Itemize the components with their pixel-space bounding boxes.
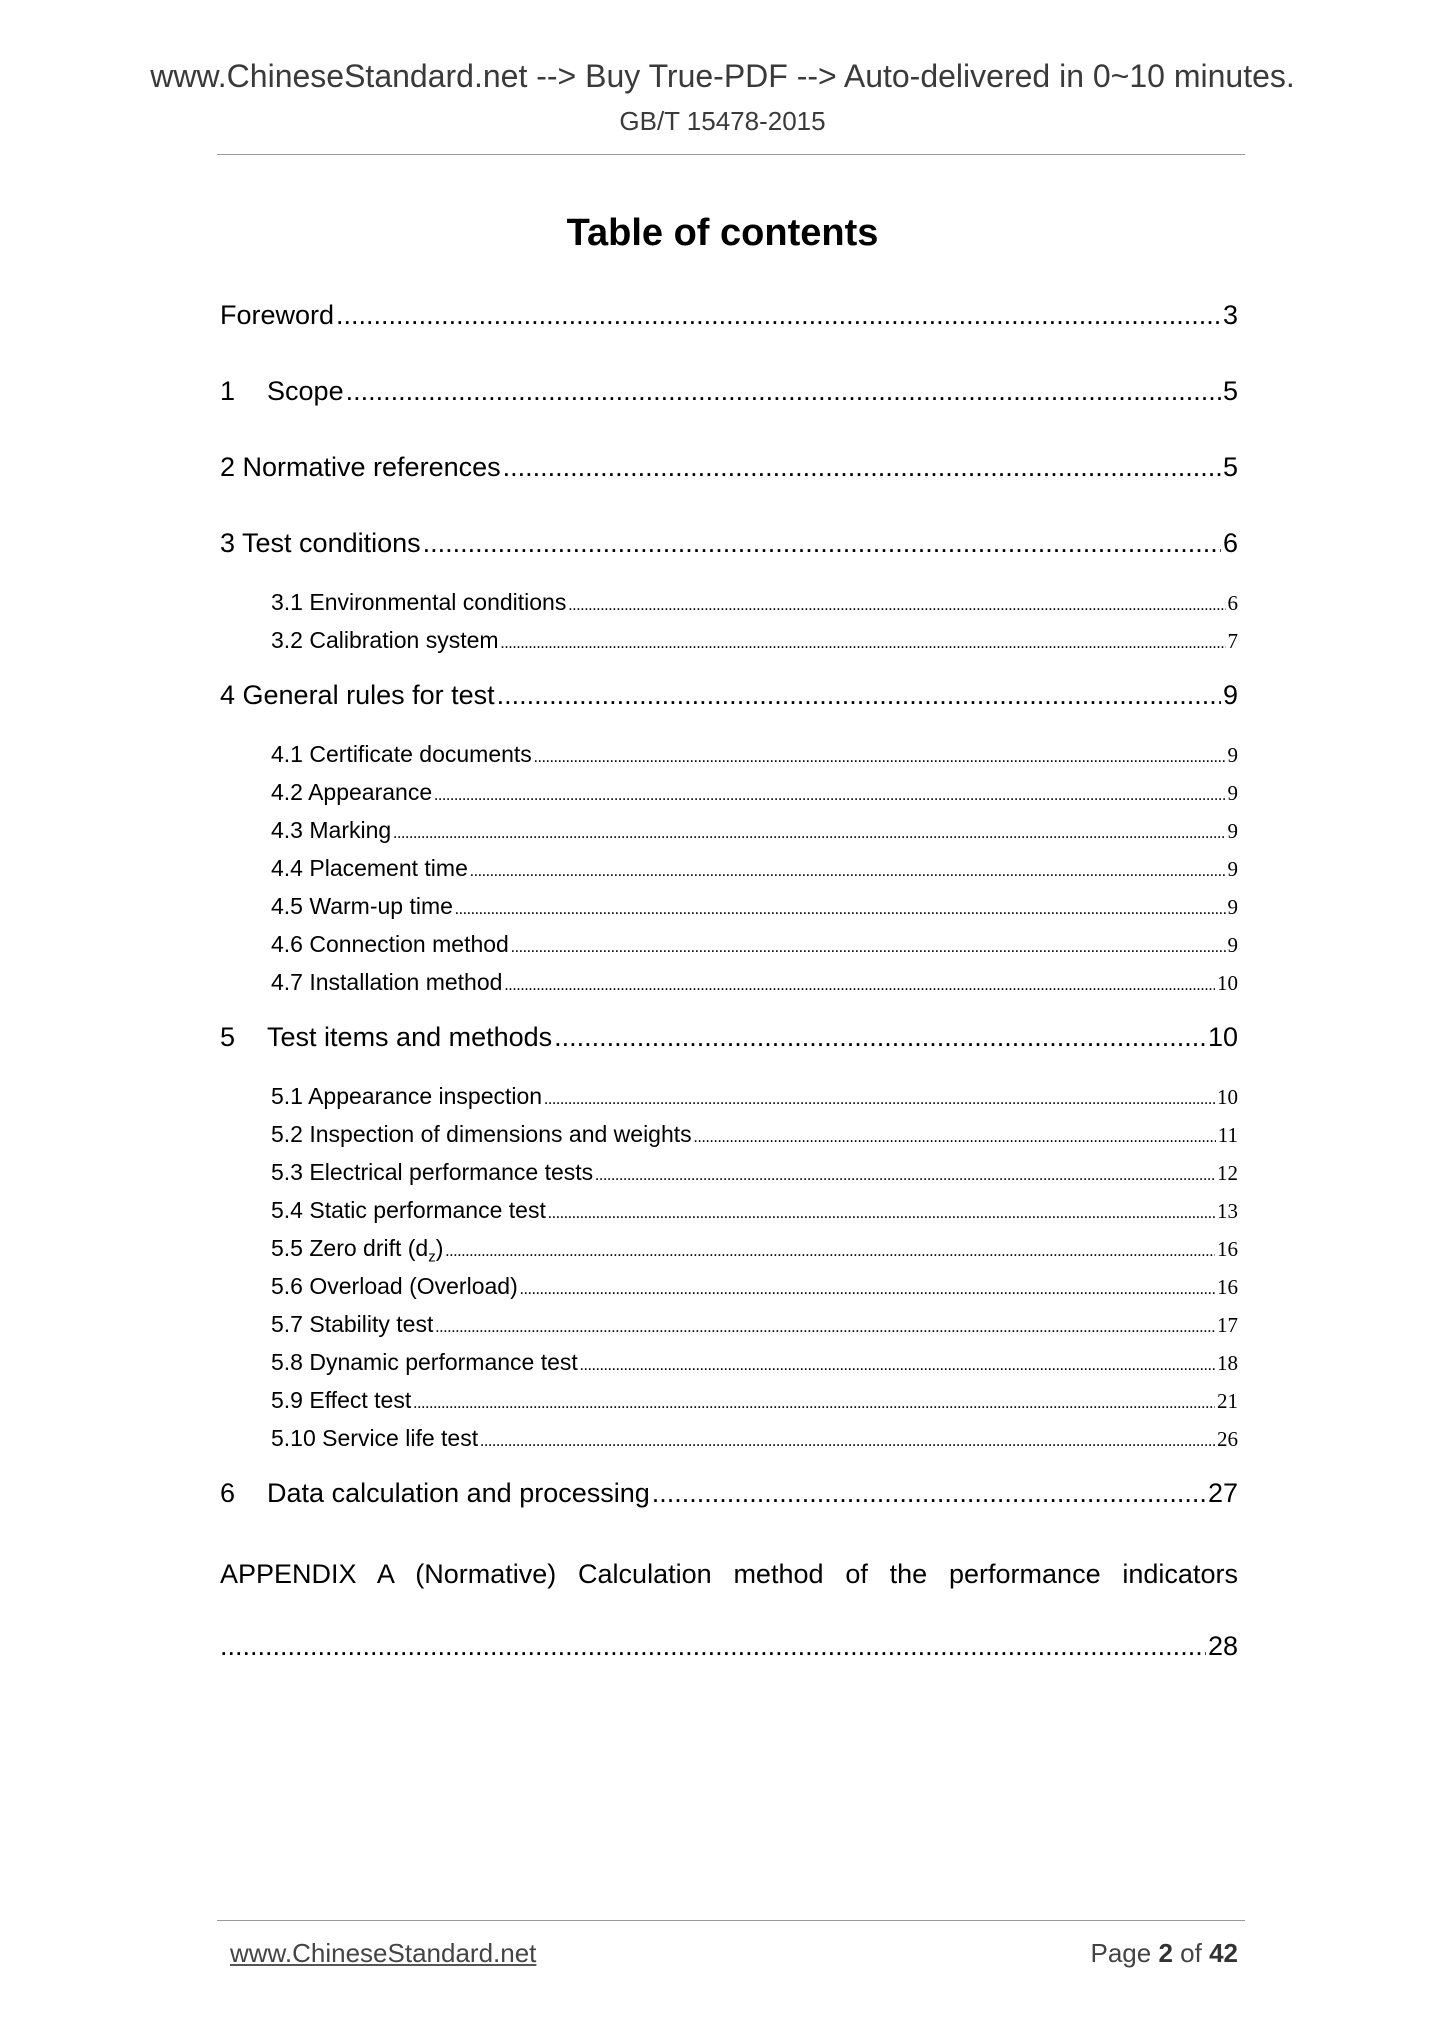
toc-entry-text: 2 Normative references — [220, 452, 501, 482]
page-prefix: Page — [1090, 1938, 1152, 1968]
toc-entry[interactable] — [271, 1273, 1238, 1300]
toc-entry-label — [220, 376, 344, 407]
toc-entry[interactable] — [271, 589, 1238, 616]
appendix-title-word: indicators — [1122, 1559, 1238, 1589]
appendix-title-word: performance — [949, 1559, 1101, 1589]
dot-leader — [423, 528, 1221, 559]
toc-entry-label — [271, 1387, 411, 1414]
toc-entry-label — [271, 931, 509, 958]
toc-page-number: 10 — [1217, 971, 1238, 995]
toc-entry-label — [271, 1235, 443, 1266]
toc-page-number: 16 — [1217, 1275, 1238, 1299]
toc-page-number: 9 — [1227, 743, 1238, 767]
current-page: 2 — [1158, 1938, 1173, 1968]
toc-entry[interactable] — [271, 1311, 1238, 1338]
toc-entry[interactable] — [271, 855, 1238, 882]
toc-entry-appendix-a[interactable] — [220, 1559, 1238, 1590]
toc-entry-text: 5.1 Appearance inspection — [271, 1083, 543, 1109]
dot-leader — [544, 1091, 1215, 1109]
header-banner: www.ChineseStandard.net --> Buy True-PDF --> Auto-delivered in 0~10 minutes. — [150, 58, 1295, 94]
dot-leader — [595, 1167, 1215, 1185]
toc-entry-text: 4.3 Marking — [271, 817, 392, 843]
toc-entry-label — [271, 817, 391, 844]
toc-entry-text: Scope — [267, 376, 344, 406]
toc-entry[interactable] — [271, 779, 1238, 806]
toc-entry-subscript: z — [428, 1248, 436, 1266]
appendix-title-word: A — [376, 1559, 394, 1589]
toc-entry-label — [220, 1478, 650, 1509]
toc-page-number: 11 — [1217, 1123, 1238, 1147]
dot-leader — [511, 939, 1226, 957]
toc-entry[interactable] — [271, 1235, 1238, 1266]
appendix-title-word: (Normative) — [415, 1559, 557, 1589]
toc-entry-text: Data calculation and processing — [267, 1478, 650, 1508]
toc-page-number: 9 — [1227, 819, 1238, 843]
footer-page-indicator — [1090, 1938, 1238, 1969]
toc-entry-text: 3 Test conditions — [220, 528, 421, 558]
toc-entry-text: 5.7 Stability test — [271, 1311, 434, 1337]
toc-entry[interactable] — [220, 300, 1238, 331]
toc-entry-label — [271, 627, 499, 654]
toc-section-number: 6 — [220, 1478, 236, 1508]
toc-entry-label — [271, 855, 468, 882]
appendix-title-word: the — [889, 1559, 928, 1589]
toc-entry[interactable] — [271, 1425, 1238, 1452]
toc-page-number: 6 — [1227, 591, 1238, 615]
toc-page-number: 6 — [1222, 528, 1238, 558]
toc-entry[interactable] — [220, 1478, 1238, 1509]
toc-entry-text: 5.10 Service life test — [271, 1425, 479, 1451]
toc-entry[interactable] — [271, 1159, 1238, 1186]
toc-entry-text: 3.2 Calibration system — [271, 627, 499, 653]
toc-entry-label — [220, 528, 421, 559]
toc-page-number: 26 — [1217, 1427, 1238, 1451]
appendix-title-word: Calculation — [578, 1559, 712, 1589]
toc-page-number: 9 — [1227, 857, 1238, 881]
dot-leader — [694, 1129, 1216, 1147]
toc-entry-text: 4.1 Certificate documents — [271, 741, 532, 767]
toc-page-number: 9 — [1227, 895, 1238, 919]
toc-page-number: 9 — [1222, 680, 1238, 710]
dot-leader — [434, 787, 1225, 805]
toc-entry-text: 4.4 Placement time — [271, 855, 468, 881]
toc-entry-text: 5.3 Electrical performance tests — [271, 1159, 594, 1185]
toc-section-number: 5 — [220, 1022, 236, 1052]
toc-page-number: 5 — [1222, 376, 1238, 406]
toc-entry[interactable] — [271, 893, 1238, 920]
header-divider — [217, 154, 1245, 155]
toc-page-number: 17 — [1217, 1313, 1238, 1337]
dot-leader — [413, 1395, 1215, 1413]
toc-entry[interactable] — [271, 931, 1238, 958]
footer-divider — [217, 1920, 1245, 1921]
toc-entry-text: 4.2 Appearance — [271, 779, 433, 805]
dot-leader — [336, 300, 1221, 331]
toc-page-number: 21 — [1217, 1389, 1238, 1413]
toc-entry-label — [271, 1349, 578, 1376]
toc-page-number: 9 — [1227, 781, 1238, 805]
toc-page-number: 12 — [1217, 1161, 1238, 1185]
dot-leader — [220, 1631, 1206, 1662]
toc-entry[interactable] — [271, 817, 1238, 844]
toc-entry-text: 5.8 Dynamic performance test — [271, 1349, 578, 1375]
dot-leader — [435, 1319, 1215, 1337]
toc-section-number: 1 — [220, 376, 236, 406]
dot-leader — [580, 1357, 1215, 1375]
toc-page-number: 7 — [1227, 629, 1238, 653]
toc-entry[interactable] — [271, 741, 1238, 768]
toc-entry-label — [220, 452, 501, 483]
toc-entry-label — [271, 969, 502, 996]
dot-leader — [445, 1243, 1215, 1261]
dot-leader — [470, 863, 1226, 881]
toc-entry[interactable] — [220, 376, 1238, 407]
toc-entry-label — [220, 680, 495, 711]
toc-entry-label — [271, 779, 432, 806]
toc-entry[interactable] — [271, 1349, 1238, 1376]
toc-entry-label — [271, 893, 453, 920]
toc-entry[interactable] — [271, 627, 1238, 654]
toc-page-number: 10 — [1207, 1022, 1238, 1052]
dot-leader — [393, 825, 1225, 843]
toc-page-number: 3 — [1222, 300, 1238, 330]
toc-entry-text: 5.5 Zero drift (d — [271, 1235, 429, 1261]
toc-entry-label — [271, 1083, 542, 1110]
dot-leader — [554, 1022, 1206, 1053]
dot-leader — [568, 597, 1225, 615]
dot-leader — [455, 901, 1226, 919]
page-of: of — [1180, 1938, 1202, 1968]
dot-leader — [480, 1433, 1215, 1451]
appendix-title-word: method — [733, 1559, 824, 1589]
toc-entry[interactable] — [220, 528, 1238, 559]
appendix-title-word: APPENDIX — [220, 1559, 357, 1589]
dot-leader — [652, 1478, 1206, 1509]
toc-entry-appendix-a-leader — [220, 1631, 1238, 1662]
toc-entry[interactable] — [271, 969, 1238, 996]
toc-page-number: 5 — [1222, 452, 1238, 482]
dot-leader — [503, 452, 1221, 483]
toc-page-number: 16 — [1217, 1237, 1238, 1261]
toc-page-number: 28 — [1207, 1631, 1238, 1661]
toc-entry-text: 5.4 Static performance test — [271, 1197, 546, 1223]
toc-entry-text: 4.6 Connection method — [271, 931, 509, 957]
appendix-title-word: of — [845, 1559, 868, 1589]
toc-entry[interactable] — [220, 452, 1238, 483]
dot-leader — [497, 680, 1221, 711]
toc-entry-label — [271, 1197, 546, 1224]
footer-website-link[interactable]: www.ChineseStandard.net — [230, 1938, 537, 1968]
toc-entry-label — [271, 741, 532, 768]
toc-entry-text: 3.1 Environmental conditions — [271, 589, 567, 615]
toc-entry[interactable] — [271, 1197, 1238, 1224]
toc-entry[interactable] — [220, 1022, 1238, 1053]
toc-entry[interactable] — [220, 680, 1238, 711]
toc-entry-text: 5.2 Inspection of dimensions and weights — [271, 1121, 692, 1147]
toc-entry-text: 4 General rules for test — [220, 680, 495, 710]
dot-leader — [504, 977, 1215, 995]
dot-leader — [501, 635, 1226, 653]
standard-id: GB/T 15478-2015 — [619, 106, 826, 136]
dot-leader — [534, 749, 1226, 767]
toc-entry-label — [220, 300, 334, 331]
toc-entry-text: 5.9 Effect test — [271, 1387, 412, 1413]
toc-entry-text-tail: ) — [435, 1235, 444, 1261]
toc-entry-label — [220, 1022, 552, 1053]
toc-entry-label — [271, 589, 566, 616]
dot-leader — [520, 1281, 1215, 1299]
toc-page-number: 9 — [1227, 933, 1238, 957]
dot-leader — [548, 1205, 1215, 1223]
toc-page-number: 10 — [1217, 1085, 1238, 1109]
toc-entry-text: 4.7 Installation method — [271, 969, 503, 995]
page-title: Table of contents — [566, 212, 879, 254]
toc-entry-text: Test items and methods — [267, 1022, 553, 1052]
toc-entry-label — [271, 1273, 518, 1300]
toc-entry-text: 5.6 Overload (Overload) — [271, 1273, 518, 1299]
toc-entry-text: 4.5 Warm-up time — [271, 893, 453, 919]
toc-entry-label — [271, 1159, 593, 1186]
toc-entry-label — [271, 1425, 478, 1452]
toc-entry[interactable] — [271, 1387, 1238, 1414]
dot-leader — [346, 376, 1221, 407]
toc-entry-label — [271, 1121, 692, 1148]
toc-page-number: 13 — [1217, 1199, 1238, 1223]
total-pages: 42 — [1209, 1938, 1238, 1968]
toc-page-number: 18 — [1217, 1351, 1238, 1375]
toc-entry-text: Foreword — [220, 300, 335, 330]
toc-page-number: 27 — [1207, 1478, 1238, 1508]
toc-entry[interactable] — [271, 1121, 1238, 1148]
toc-entry-label — [271, 1311, 433, 1338]
toc-entry[interactable] — [271, 1083, 1238, 1110]
